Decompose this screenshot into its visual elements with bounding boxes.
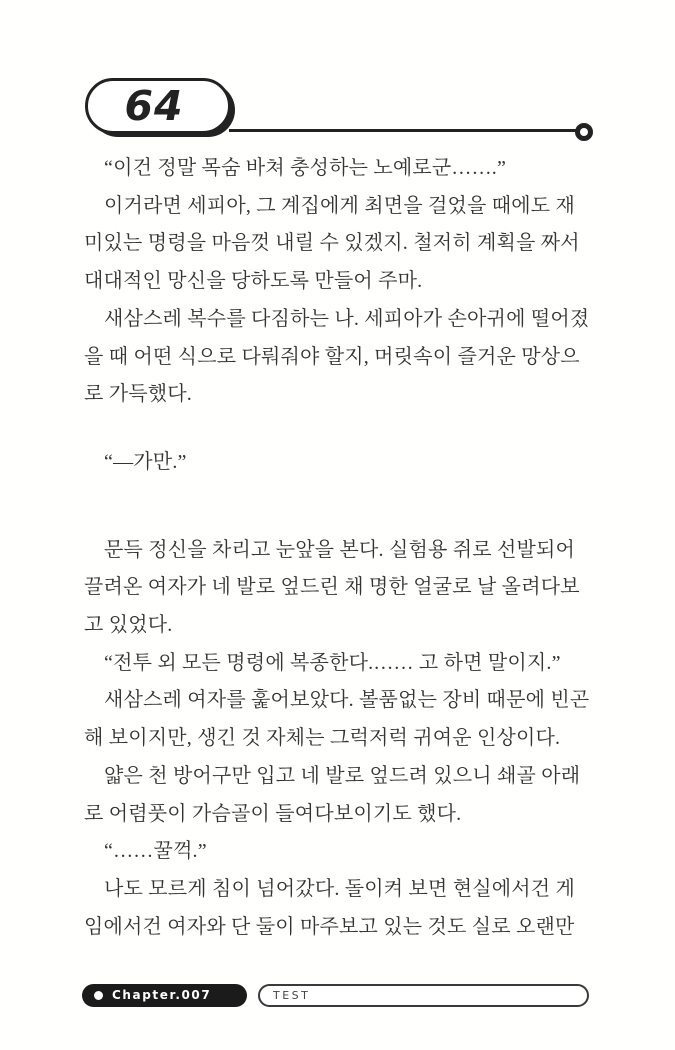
text-line: “이건 정말 목숨 바쳐 충성하는 노예로군…….” xyxy=(104,157,507,179)
line-end-ring-icon xyxy=(575,123,593,141)
text-line: “전투 외 모든 명령에 복종한다.…… 고 하면 말이지.” xyxy=(104,651,561,674)
text-line: 문득 정신을 차리고 눈앞을 본다. 실험용 쥐로 선발되어 xyxy=(104,538,576,561)
chapter-badge xyxy=(82,984,247,1007)
page-number: 64 xyxy=(124,82,184,130)
text-line: 임에서건 여자와 단 둘이 마주보고 있는 것도 실로 오랜만 xyxy=(84,915,575,938)
text-line: “……꿀꺽.” xyxy=(104,840,207,863)
text-line: 고 있었다. xyxy=(84,614,173,637)
text-line: 대대적인 망신을 당하도록 만들어 주마. xyxy=(84,270,423,293)
text-line: 얇은 천 방어구만 입고 네 발로 엎드려 있으니 쇄골 아래 xyxy=(104,764,581,787)
text-line: 새삼스레 복수를 다짐하는 나. 세피아가 손아귀에 떨어졌 xyxy=(104,307,590,330)
section-label: TEST xyxy=(273,989,311,1002)
chapter-bullet-icon xyxy=(94,991,103,1000)
text-line: 나도 모르게 침이 넘어갔다. 돌이켜 보면 현실에서건 게 xyxy=(104,877,576,900)
text-line: 로 어렴풋이 가슴골이 들여다보이기도 했다. xyxy=(84,802,462,825)
section-box xyxy=(258,984,589,1007)
text-line: 새삼스레 여자를 훑어보았다. 볼품없는 장비 때문에 빈곤 xyxy=(104,689,590,712)
text-line: 을 때 어떤 식으로 다뤄줘야 할지, 머릿속이 즐거운 망상으 xyxy=(84,345,580,368)
text-line: 이거라면 세피아, 그 계집에게 최면을 걸었을 때에도 재 xyxy=(104,194,576,217)
page-number-badge xyxy=(85,78,231,134)
text-line: 끌려온 여자가 네 발로 엎드린 채 명한 얼굴로 날 올려다보 xyxy=(84,576,580,599)
text-line: 로 가득했다. xyxy=(84,383,192,406)
text-line: 해 보이지만, 생긴 것 자체는 그럭저럭 귀여운 인상이다. xyxy=(84,727,561,750)
text-line: “―가만.” xyxy=(104,450,187,473)
body-text xyxy=(84,150,596,946)
text-line: 미있는 명령을 마음껏 내릴 수 있겠지. 철저히 계획을 짜서 xyxy=(84,232,580,255)
chapter-label: Chapter.007 xyxy=(112,988,212,1002)
header-rule-line xyxy=(229,129,578,132)
